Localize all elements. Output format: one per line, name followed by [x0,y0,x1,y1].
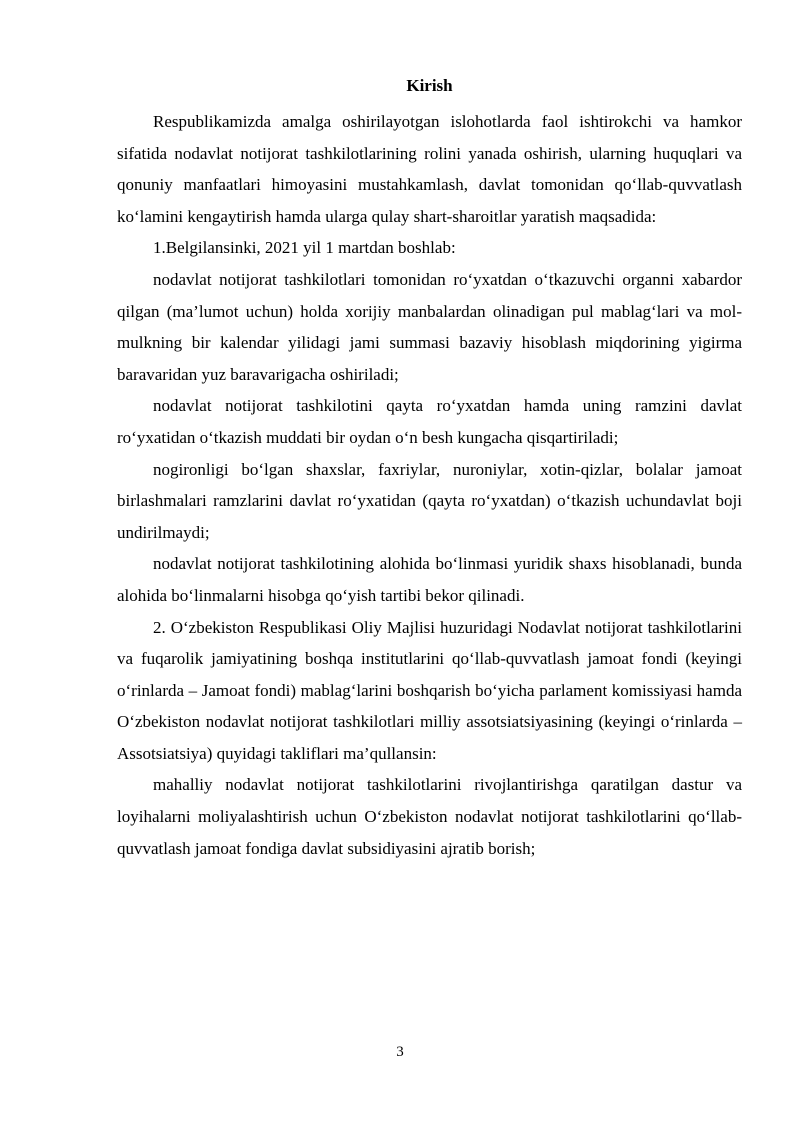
paragraph-intro: Respublikamizda amalga oshirilayotgan islohotlarda faol ishtirokchi va hamkor sifatida nodavlat notijorat tashkilotlarining rolini yanada oshirish, ularning huquqlari va qonuniy manfaatlari himoyasini mustahkamlash, davlat tomonidan qo‘llab-quvvatlash ko‘lamini kengaytirish hamda ularga qulay shart-sharoitlar yaratish maqsadida: [117,112,742,226]
paragraph-separate-division: nodavlat notijorat tashkilotining alohida bo‘linmasi yuridik shaxs hisoblanadi, bunda alohida bo‘linmalarni hisobga qo‘yish tartibi bekor qilinadi. [117,554,742,605]
paragraph-subsidy: mahalliy nodavlat notijorat tashkilotlarini rivojlantirishga qaratilgan dastur va loyihalarni moliyalashtirish uchun O‘zbekiston nodavlat notijorat tashkilotlarini qo‘llab-quvvatlash jamoat fondiga davlat subsidiyasini ajratib borish; [117,775,742,858]
paragraph-state-duty-exemption: nogironligi bo‘lgan shaxslar, faxriylar, nuroniylar, xotin-qizlar, bolalar jamoat birlashmalari ramzlarini davlat ro‘yxatidan (qayta ro‘yxatdan) o‘tkazish uchundavlat boji undirilmaydi; [117,459,742,542]
paragraph-item-1: 1.Belgilansinki, 2021 yil 1 martdan boshlab: [153,238,456,258]
document-body [117,73,742,864]
paragraph-item-2: 2. O‘zbekiston Respublikasi Oliy Majlisi huzuridagi Nodavlat notijorat tashkilotlarini va fuqarolik jamiyatining boshqa institutlarini qo‘llab-quvvatlash jamoat fondi (keyingi o‘rinlarda – Jamoat fondi) mablag‘larini boshqarish bo‘yicha parlament komissiyasi hamda O‘zbekiston nodavlat notijorat tashkilotlari milliy assotsiatsiyasining (keyingi o‘rinlarda – Assotsiatsiya) quyidagi takliflari ma’qullansin: [117,617,742,763]
document-title: Kirish [406,76,453,95]
paragraph-donations-limit: nodavlat notijorat tashkilotlari tomonidan ro‘yxatdan o‘tkazuvchi organni xabardor qilgan (ma’lumot uchun) holda xorijiy manbalardan olinadigan pul mablag‘lari va mol-mulkning bir kalendar yilidagi jami summasi bazaviy hisoblash miqdorining yigirma baravaridan yuz baravarigacha oshiriladi; [117,269,742,384]
page-number: 3 [396,1044,404,1060]
paragraph-registration-term: nodavlat notijorat tashkilotini qayta ro‘yxatdan hamda uning ramzini davlat ro‘yxatidan o‘tkazish muddati bir oydan o‘n besh kungacha qisqartiriladi; [117,396,742,447]
